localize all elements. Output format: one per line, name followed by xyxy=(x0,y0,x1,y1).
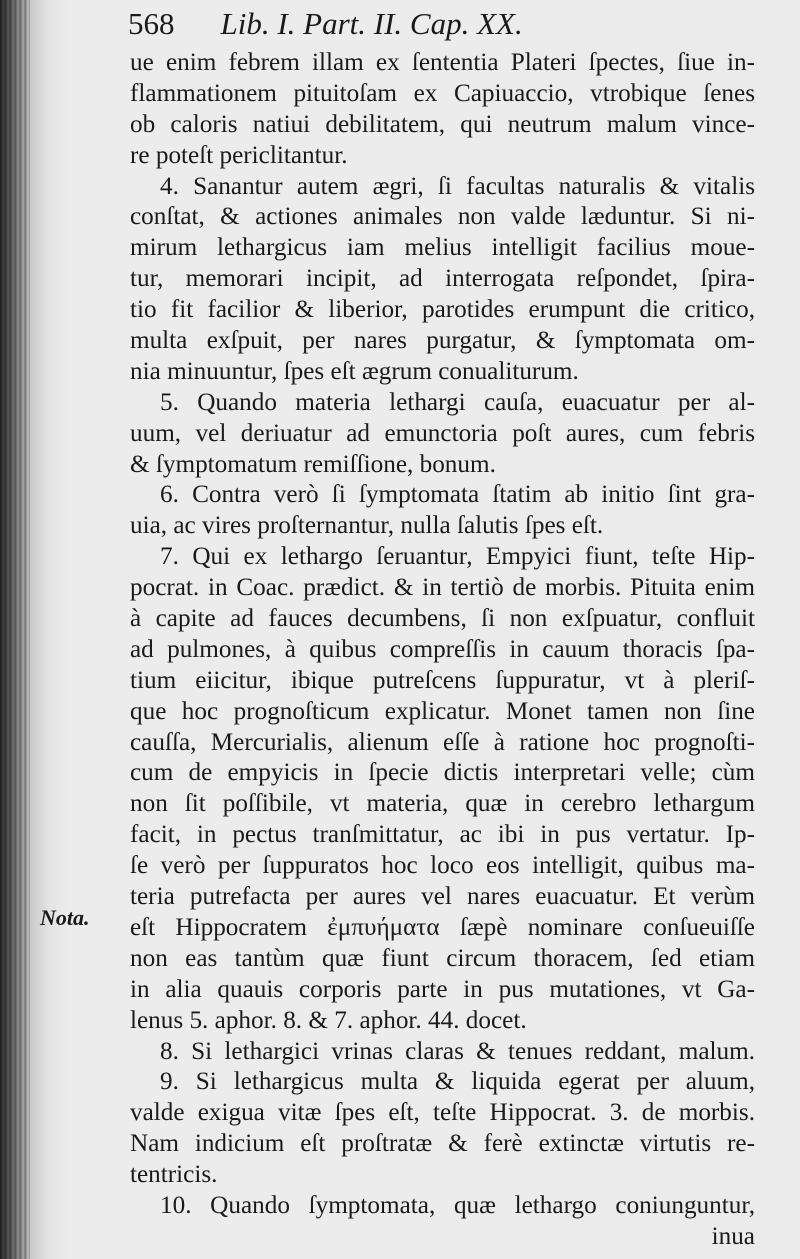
text-line: 10. Quando ſymptomata, quæ lethargo coniunguntur, xyxy=(160,1191,755,1219)
text-line: 8. Si lethargici vrinas claras & tenues reddant, malum. xyxy=(160,1037,755,1065)
text-line: re poteſt periclitantur. xyxy=(130,141,348,169)
text-line: nia minuuntur, ſpes eſt ægrum conualiturum. xyxy=(130,357,579,385)
margin-note: Nota. xyxy=(40,905,90,930)
page-number: 568 xyxy=(128,6,175,41)
text-line: teria putrefacta per aures vel nares euacuatur. Et verùm xyxy=(130,883,755,911)
text-line: 6. Contra verò ſi ſymptomata ſtatim ab initio ſint gra- xyxy=(160,481,755,509)
text-line: valde exigua vitæ ſpes eſt, teſte Hippocrat. 3. de morbis. xyxy=(130,1099,755,1127)
text-line: & ſymptomatum remiſſione, bonum. xyxy=(130,450,496,478)
text-line: tio fit facilior & liberior, parotides erumpunt die critico, xyxy=(130,296,755,324)
running-header xyxy=(128,6,688,42)
text-line: Nam indicium eſt proſtratæ & ferè extinctæ virtutis re- xyxy=(130,1130,755,1158)
text-line: facit, in pectus tranſmittatur, ac ibi in pus vertatur. Ip- xyxy=(130,821,755,849)
text-line: mirum lethargicus iam melius intelligit facilius moue- xyxy=(130,234,755,262)
text-line: conſtat, & actiones animales non valde læduntur. Si ni- xyxy=(130,203,755,231)
text-line: non ſit poſſibile, vt materia, quæ in cerebro lethargum xyxy=(130,790,755,818)
text-line: ue enim febrem illam ex ſententia Plateri ſpectes, ſiue in- xyxy=(130,49,755,76)
text-line: non eas tantùm quæ fiunt circum thoracem, ſed etiam xyxy=(130,944,755,972)
text-line: 7. Qui ex lethargo ſeruantur, Empyici fiunt, teſte Hip- xyxy=(160,543,755,571)
text-line: lenus 5. aphor. 8. & 7. aphor. 44. docet. xyxy=(130,1006,527,1034)
text-line: ad pulmones, à quibus compreſſis in cauum thoracis ſpa- xyxy=(130,635,755,663)
text-line: eſt Hippocratem ἐμπυήματα ſæpè nominare conſueuiſſe xyxy=(130,913,755,941)
text-line: 4. Sanantur autem ægri, ſi facultas naturalis & vitalis xyxy=(160,172,755,200)
text-line: tur, memorari incipit, ad interrogata reſpondet, ſpira- xyxy=(130,265,755,293)
text-line: 9. Si lethargicus multa & liquida egerat per aluum, xyxy=(160,1068,755,1096)
running-title: Lib. I. Part. II. Cap. XX. xyxy=(220,6,523,41)
text-line: cum de empyicis in ſpecie dictis interpretari velle; cùm xyxy=(130,759,755,787)
text-line: tentricis. xyxy=(130,1161,218,1189)
text-line: pocrat. in Coac. prædict. & in tertiò de morbis. Pituita enim xyxy=(130,574,755,602)
text-line: multa exſpuit, per nares purgatur, & ſymptomata om- xyxy=(130,327,755,355)
text-line: 5. Quando materia lethargi cauſa, euacuatur per al- xyxy=(160,388,755,416)
body-text xyxy=(130,48,755,1253)
text-line: flammationem pituitoſam ex Capiuaccio, vtrobique ſenes xyxy=(130,79,755,107)
text-line: ſe verò per ſuppuratos hoc loco eos intelligit, quibus ma- xyxy=(130,852,755,880)
text-line: tium eiicitur, ibique putreſcens ſuppuratur, vt à pleriſ- xyxy=(130,666,755,694)
text-line: ob caloris natiui debilitatem, qui neutrum malum vince- xyxy=(130,110,755,138)
catchword: inua xyxy=(711,1222,755,1250)
text-line: uia, ac vires proſternantur, nulla ſalutis ſpes eſt. xyxy=(130,512,604,540)
text-line: cauſſa, Mercurialis, alienum eſſe à ratione hoc prognoſti- xyxy=(130,728,755,756)
text-line: uum, vel deriuatur ad emunctoria poſt aures, cum febris xyxy=(130,419,755,447)
book-spine-shadow xyxy=(0,0,30,1259)
text-line: à capite ad fauces decumbens, ſi non exſpuatur, confluit xyxy=(130,605,755,633)
text-line: que hoc prognoſticum explicatur. Monet tamen non ſine xyxy=(130,697,755,725)
text-line: in alia quauis corporis parte in pus mutationes, vt Ga- xyxy=(130,975,755,1003)
